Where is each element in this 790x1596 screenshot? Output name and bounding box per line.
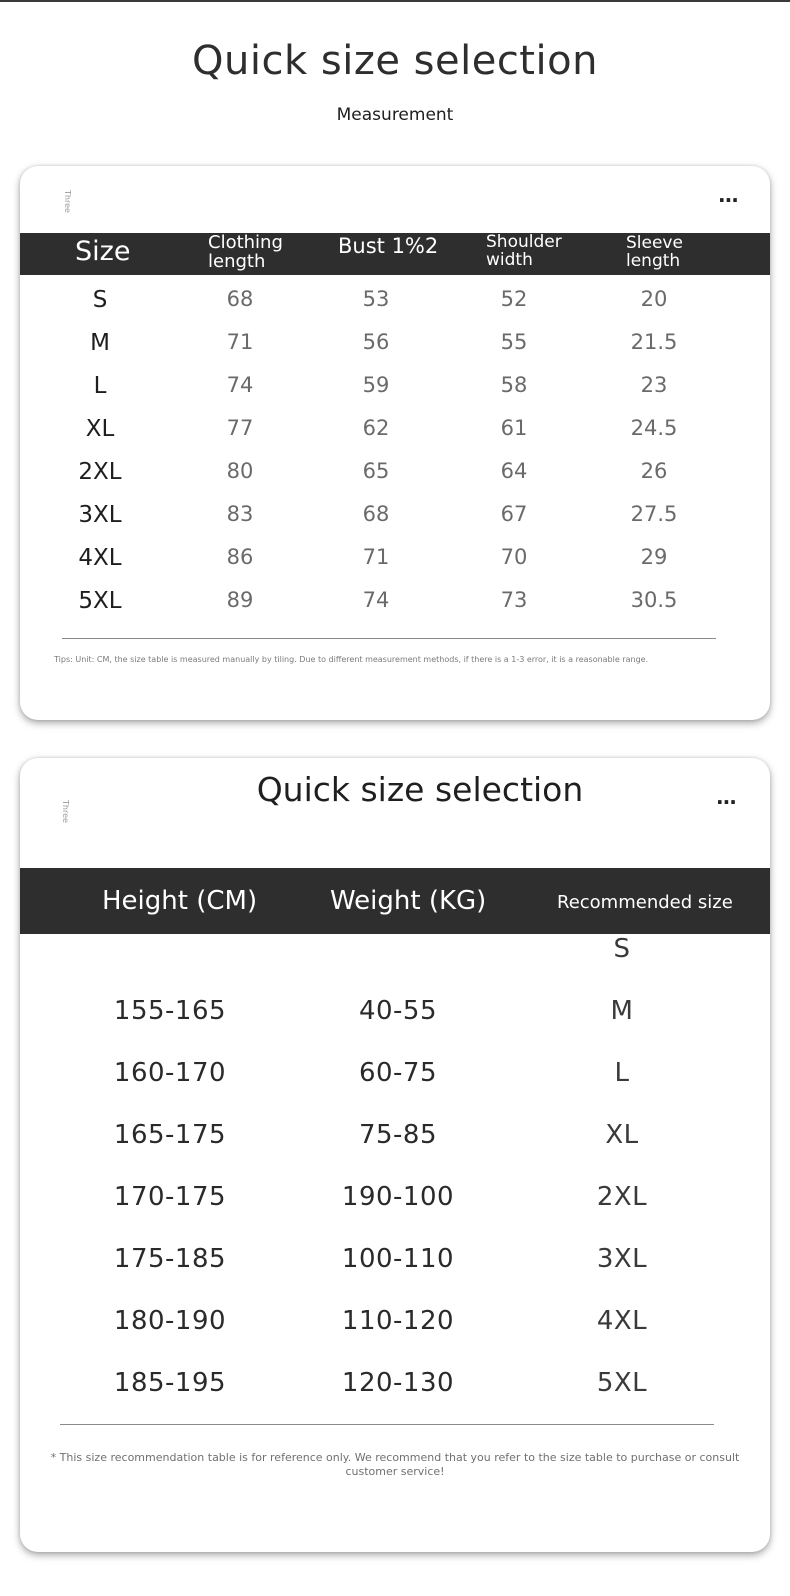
- cell-height: 170-175: [113, 1182, 227, 1212]
- header-height: Height (CM): [102, 886, 258, 916]
- cell-sleeve-length: 27.5: [630, 502, 678, 526]
- cell-size: S: [92, 287, 108, 313]
- table-row: [20, 1306, 770, 1356]
- header-bust: Bust 1%2: [338, 234, 439, 258]
- cell-bust: 74: [362, 588, 390, 612]
- table-row: [20, 330, 770, 372]
- cell-clothing-length: 80: [226, 459, 254, 483]
- cell-bust: 71: [362, 545, 390, 569]
- cell-sleeve-length: 26: [640, 459, 668, 483]
- cell-size: M: [90, 330, 110, 356]
- header-shoulder-width: Shoulder width: [486, 232, 562, 270]
- table-row: [20, 1368, 770, 1418]
- cell-bust: 62: [362, 416, 390, 440]
- header-weight: Weight (KG): [330, 886, 487, 916]
- cell-clothing-length: 68: [226, 287, 254, 311]
- cell-sleeve-length: 20: [640, 287, 668, 311]
- top-rule: [0, 0, 790, 2]
- cell-height: 180-190: [113, 1306, 227, 1336]
- cell-shoulder-width: 67: [500, 502, 528, 526]
- cell-sleeve-length: 29: [640, 545, 668, 569]
- cell-shoulder-width: 64: [500, 459, 528, 483]
- table-divider: [60, 1424, 714, 1425]
- cell-weight: 60-75: [358, 1058, 438, 1088]
- header-clothing-length: Clothing length: [208, 232, 283, 272]
- cell-size: 3XL: [78, 502, 122, 528]
- cell-clothing-length: 77: [226, 416, 254, 440]
- cell-sleeve-length: 30.5: [630, 588, 678, 612]
- cell-shoulder-width: 61: [500, 416, 528, 440]
- table-row: [20, 502, 770, 544]
- quick-size-card: [20, 758, 770, 1552]
- cell-bust: 68: [362, 502, 390, 526]
- cell-sleeve-length: 21.5: [630, 330, 678, 354]
- cell-size: 2XL: [78, 459, 122, 485]
- cell-height: 185-195: [113, 1368, 227, 1398]
- table-row: [20, 459, 770, 501]
- header-size: Size: [75, 236, 131, 267]
- tips-note: Tips: Unit: CM, the size table is measured manually by tiling. Due to different measurement methods, if there is a 1-3 error, it is a reasonable range.: [54, 655, 649, 664]
- cell-recommended-size: 3XL: [596, 1244, 648, 1274]
- cell-size: 5XL: [78, 588, 122, 614]
- table-row: [20, 287, 770, 329]
- cell-shoulder-width: 55: [500, 330, 528, 354]
- cell-shoulder-width: 70: [500, 545, 528, 569]
- table-row: [20, 1182, 770, 1232]
- cell-weight: 40-55: [358, 996, 438, 1026]
- reference-note: * This size recommendation table is for reference only. We recommend that you refer to the size table to purchase or consult customer service!: [50, 1451, 740, 1478]
- cell-size: 4XL: [78, 545, 122, 571]
- table-row: [20, 545, 770, 587]
- cell-recommended-size: L: [614, 1058, 630, 1088]
- cell-bust: 53: [362, 287, 390, 311]
- cell-bust: 65: [362, 459, 390, 483]
- cell-height: 175-185: [113, 1244, 227, 1274]
- table-row: [20, 373, 770, 415]
- cell-recommended-size: 2XL: [596, 1182, 648, 1212]
- cell-recommended-size: 4XL: [596, 1306, 648, 1336]
- table-row: [20, 1120, 770, 1170]
- cell-size: L: [93, 373, 107, 399]
- cell-shoulder-width: 73: [500, 588, 528, 612]
- table-row: [20, 416, 770, 458]
- table-row: [20, 1058, 770, 1108]
- measurement-table-header: [20, 233, 770, 275]
- cell-weight: 75-85: [358, 1120, 438, 1150]
- cell-bust: 59: [362, 373, 390, 397]
- cell-recommended-size: S: [613, 934, 631, 964]
- table-row: [20, 934, 770, 984]
- cell-recommended-size: 5XL: [596, 1368, 648, 1398]
- side-label: Three: [63, 190, 72, 213]
- header-sleeve-length: Sleeve length: [626, 233, 683, 271]
- quick-size-table-header: [20, 868, 770, 934]
- side-label: Three: [61, 800, 70, 823]
- cell-weight: 100-110: [341, 1244, 455, 1274]
- table-row: [20, 588, 770, 630]
- table-row: [20, 996, 770, 1046]
- cell-shoulder-width: 58: [500, 373, 528, 397]
- cell-size: XL: [85, 416, 115, 442]
- page-title: Quick size selection: [192, 38, 598, 84]
- cell-shoulder-width: 52: [500, 287, 528, 311]
- cell-weight: 110-120: [341, 1306, 455, 1336]
- cell-sleeve-length: 23: [640, 373, 668, 397]
- table-row: [20, 1244, 770, 1294]
- cell-height: 160-170: [113, 1058, 227, 1088]
- measurement-card: [20, 166, 770, 720]
- cell-weight: 120-130: [341, 1368, 455, 1398]
- cell-height: 155-165: [113, 996, 227, 1026]
- cell-clothing-length: 74: [226, 373, 254, 397]
- cell-height: 165-175: [113, 1120, 227, 1150]
- cell-clothing-length: 86: [226, 545, 254, 569]
- cell-clothing-length: 83: [226, 502, 254, 526]
- table-divider: [62, 638, 716, 639]
- more-icon: ...: [718, 183, 738, 207]
- header-recommended-size: Recommended size: [557, 892, 733, 913]
- cell-recommended-size: XL: [605, 1120, 639, 1150]
- card-title: Quick size selection: [256, 770, 584, 809]
- cell-clothing-length: 89: [226, 588, 254, 612]
- cell-clothing-length: 71: [226, 330, 254, 354]
- page-subtitle: Measurement: [336, 105, 454, 125]
- cell-recommended-size: M: [610, 996, 634, 1026]
- cell-sleeve-length: 24.5: [630, 416, 678, 440]
- cell-weight: 190-100: [341, 1182, 455, 1212]
- more-icon: ...: [716, 785, 736, 809]
- cell-bust: 56: [362, 330, 390, 354]
